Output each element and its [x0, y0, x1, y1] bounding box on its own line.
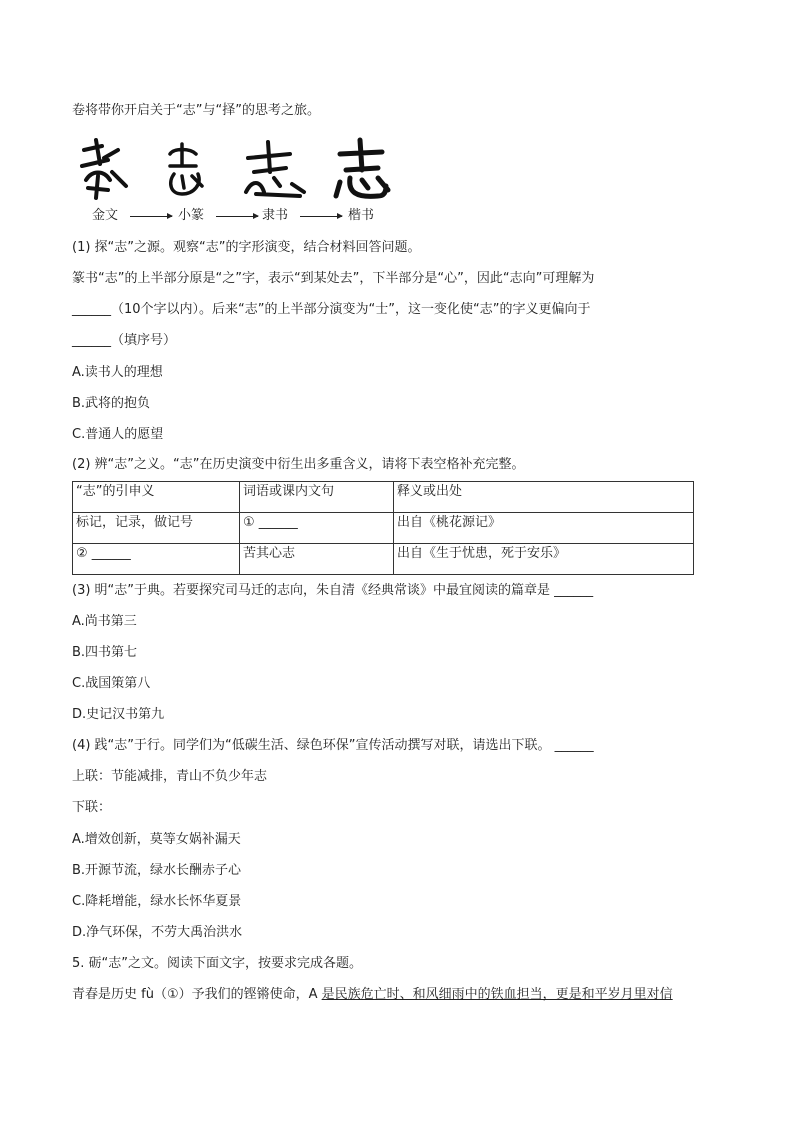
table-cell: 出自《生于忧患，死于安乐》 [394, 544, 694, 575]
answer-blank[interactable]: ______ [554, 583, 594, 598]
answer-blank[interactable]: ______ [72, 333, 111, 348]
table-cell-blank[interactable]: ① ______ [240, 513, 394, 544]
table-row [73, 513, 694, 544]
label-kaishu: 楷书 [348, 208, 375, 223]
q4-option-a: A.增效创新，莫等女娲补漏天 [72, 832, 241, 847]
table-cell: 出自《桃花源记》 [394, 513, 694, 544]
table-row [73, 544, 694, 575]
q5-text: 青春是历史 fù（①）予我们的铿锵使命，A 是民族危亡时、和风细雨中的铁血担当，更是和平岁月里对信 [72, 987, 673, 1002]
q1-option-c: C.普通人的愿望 [72, 427, 164, 442]
q4-option-b: B.开源节流，绿水长酬赤子心 [72, 863, 242, 878]
q4-option-c: C.降耗增能，绿水长怀华夏景 [72, 894, 242, 909]
q1-paragraph-2: ______（10个字以内）。后来“志”的上半部分演变为“士”，这一变化使“志”的字义更偏向于 [72, 302, 591, 317]
table-header-cell: 词语或课内文句 [240, 482, 394, 513]
q3-option-a: A.尚书第三 [72, 614, 137, 629]
table-cell: 苦其心志 [240, 544, 394, 575]
q4-title: (4) 践“志”于行。同学们为“低碳生活、绿色环保”宣传活动撰写对联，请选出下联。 ______ [72, 738, 594, 753]
kaishu-glyph [336, 140, 388, 196]
q3-option-c: C.战国策第八 [72, 676, 151, 691]
underlined-sentence: 是民族危亡时、和风细雨中的铁血担当，更是和平岁月里对信 [321, 987, 673, 1002]
arrow-right-icon [130, 216, 172, 217]
q1-option-a: A.读书人的理想 [72, 365, 163, 380]
arrow-right-icon [216, 216, 258, 217]
q1-paragraph-1: 篆书“志”的上半部分原是“之”字，表示“到某处去”，下半部分是“心”，因此“志向”可理解为 [72, 271, 595, 286]
q1-option-b: B.武将的抱负 [72, 396, 151, 411]
label-lishu: 隶书 [262, 208, 289, 223]
arrow-right-icon [300, 216, 342, 217]
q3-title: (3) 明“志”于典。若要探究司马迁的志向，朱自清《经典常谈》中最宜阅读的篇章是 ______ [72, 583, 594, 598]
table-header-cell: “志”的引申义 [73, 482, 240, 513]
jinwen-glyph [82, 140, 126, 198]
zhi-glyph-evolution-image [78, 136, 398, 206]
q2-table [72, 481, 694, 575]
table-header-cell: 释义或出处 [394, 482, 694, 513]
q1-paragraph-3: ______（填序号） [72, 333, 177, 348]
table-cell: 标记，记录，做记号 [73, 513, 240, 544]
table-cell-blank[interactable]: ② ______ [73, 544, 240, 575]
answer-blank[interactable]: ______ [554, 738, 594, 753]
table-header-row [73, 482, 694, 513]
q5-title: 5. 砺“志”之文。阅读下面文字，按要求完成各题。 [72, 956, 363, 971]
xiaozhuan-glyph [170, 144, 202, 194]
q2-title: (2) 辨“志”之义。“志”在历史演变中衍生出多重含义，请将下表空格补充完整。 [72, 457, 525, 472]
q3-option-b: B.四书第七 [72, 645, 138, 660]
label-jinwen: 金文 [92, 208, 119, 223]
q1-title: (1) 探“志”之源。观察“志”的字形演变，结合材料回答问题。 [72, 240, 421, 255]
intro-text: 卷将带你开启关于“志”与“择”的思考之旅。 [72, 103, 320, 118]
q3-option-d: D.史记汉书第九 [72, 707, 165, 722]
label-xiaozhuan: 小篆 [178, 208, 205, 223]
answer-blank[interactable]: ______ [72, 302, 111, 317]
q4-lower-label: 下联： [72, 800, 112, 815]
q4-option-d: D.净气环保，不劳大禹治洪水 [72, 925, 243, 940]
q4-upper-couplet: 上联：节能减排，青山不负少年志 [72, 769, 268, 784]
lishu-glyph [246, 142, 304, 196]
